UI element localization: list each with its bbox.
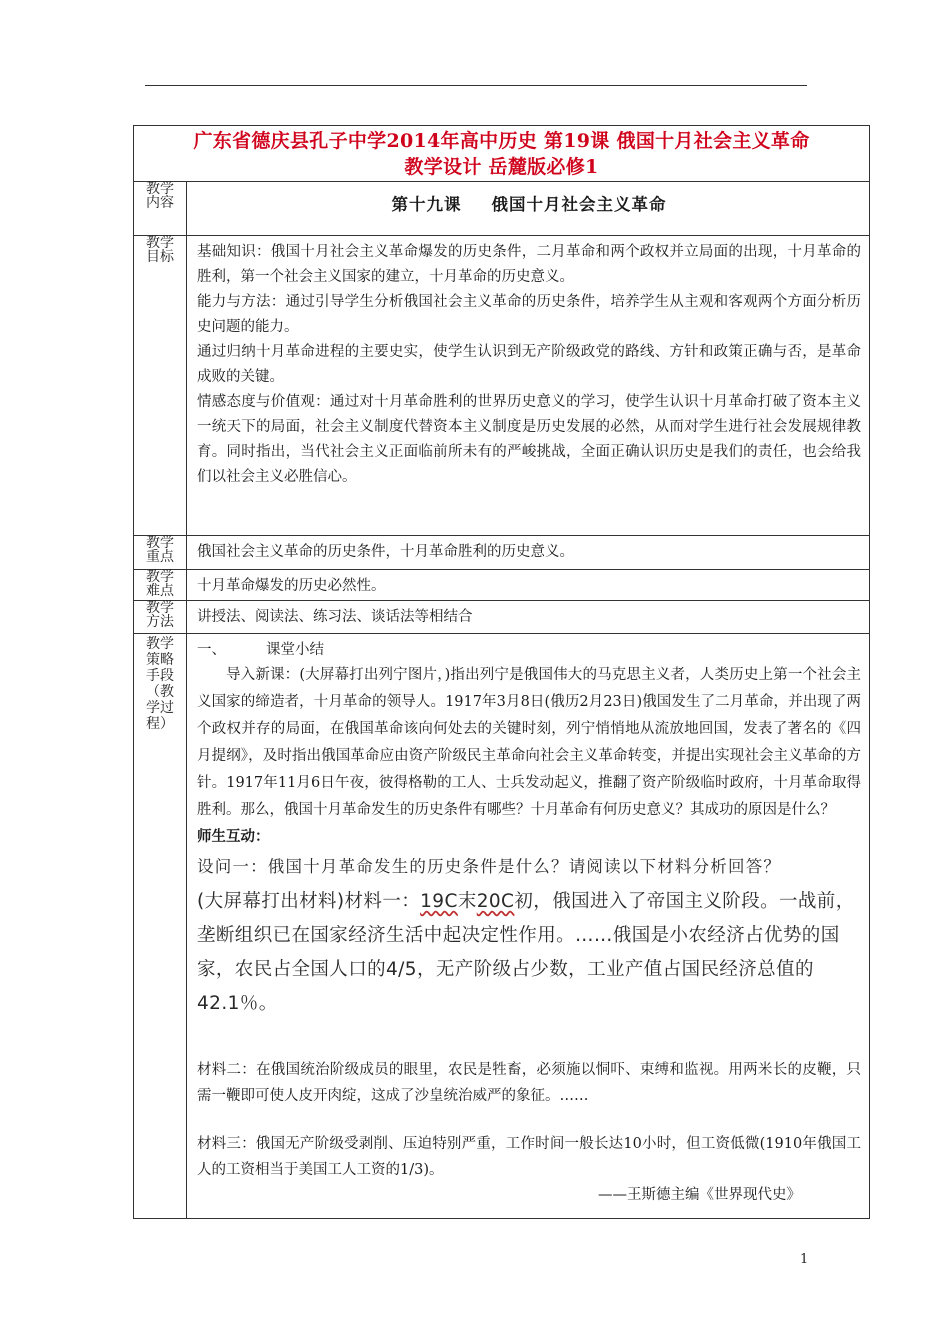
material-source: ——王斯德主编《世界现代史》 (598, 1187, 801, 1203)
label-content: 教学 内容 (134, 182, 187, 236)
label-goals: 教学 目标 (134, 236, 187, 536)
row-key-points (134, 536, 870, 570)
section-heading: 一、 课堂小结 (197, 642, 324, 658)
lesson-plan-table (133, 125, 870, 1219)
row-content (134, 182, 870, 236)
cell-key-points: 俄国社会主义革命的历史条件，十月革命胜利的历史意义。 (187, 536, 870, 570)
row-methods (134, 601, 870, 634)
row-difficulties (134, 570, 870, 601)
goal-summary: 通过归纳十月革命进程的主要史实，使学生认识到无产阶级政党的路线、方针和政策正确与否，是革命成败的关键。 (197, 344, 861, 385)
goal-knowledge: 基础知识：俄国十月社会主义革命爆发的历史条件，二月革命和两个政权并立局面的出现，十月革命的胜利，第一个社会主义国家的建立，十月革命的历史意义。 (197, 244, 861, 285)
label-difficulties: 教学 难点 (134, 570, 187, 601)
question-one: 设问一：俄国十月革命发生的历史条件是什么？请阅读以下材料分析回答？ (197, 857, 782, 876)
material-one: (大屏幕打出材料)材料一：19C末20C初，俄国进入了帝国主义阶段。一战前，垄断组织已在国家经济生活中起决定性作用。……俄国是小农经济占优势的国家，农民占全国人口的4/5，无产阶级占少数，工业产值占国民经济总值的42.1％。 (197, 891, 855, 1014)
document-title-line1: 广东省德庆县孔子中学2014年高中历史 第19课 俄国十月社会主义革命 (193, 130, 810, 152)
label-key-points: 教学 重点 (134, 536, 187, 570)
intro-paragraph: 导入新课：(大屏幕打出列宁图片，)指出列宁是俄国伟大的马克思主义者，人类历史上第一个社会主义国家的缔造者，十月革命的领导人。1917年3月8日(俄历2月23日)俄国发生了二月革命，并出现了两个政权并存的局面，在俄国革命该向何处去的关键时刻，列宁悄悄地从流放地回国，发表了著名的《四月提纲》，及时指出俄国革命应由资产阶级民主革命向社会主义革命转变，并提出实现社会主义革命的方针。1917年11月6日午夜，彼得格勒的工人、士兵发动起义，推翻了资产阶级临时政府，十月革命取得胜利。那么，俄国十月革命发生的历史条件有哪些？十月革命有何历史意义？其成功的原因是什么？ (197, 667, 861, 818)
document-title-line2: 教学设计 岳麓版必修1 (404, 156, 599, 178)
material-two: 材料二：在俄国统治阶级成员的眼里，农民是牲畜，必须施以恫吓、束缚和监视。用两米长的皮鞭，只需一鞭即可使人皮开肉绽，这成了沙皇统治威严的象征。…… (197, 1062, 861, 1104)
label-process: 教学 策略 手段 （教 学过 程） (134, 634, 187, 1219)
cell-difficulties: 十月革命爆发的历史必然性。 (187, 570, 870, 601)
goal-values: 情感态度与价值观：通过对十月革命胜利的世界历史意义的学习，使学生认识十月革命打破了资本主义一统天下的局面，社会主义制度代替资本主义制度是历史发展的必然，从而对学生进行社会发展规律教育。同时指出，当代社会主义正面临前所未有的严峻挑战，全面正确认识历史是我们的责任，也会给我们以社会主义必胜信心。 (197, 394, 861, 485)
cell-process (187, 634, 870, 1219)
document-title (134, 126, 870, 182)
interaction-heading: 师生互动： (197, 828, 270, 845)
label-methods: 教学 方法 (134, 601, 187, 634)
header-rule (145, 85, 807, 86)
row-goals (134, 236, 870, 536)
cell-goals (187, 236, 870, 536)
cell-methods: 讲授法、阅读法、练习法、谈话法等相结合 (187, 601, 870, 634)
row-process (134, 634, 870, 1219)
goal-ability: 能力与方法：通过引导学生分析俄国社会主义革命的历史条件，培养学生从主观和客观两个方面分析历史问题的能力。 (197, 294, 861, 335)
lesson-title: 第十九课 俄国十月社会主义革命 (391, 195, 667, 214)
page-number: 1 (800, 1252, 809, 1267)
cell-content (187, 182, 870, 236)
material-three: 材料三：俄国无产阶级受剥削、压迫特别严重，工作时间一般长达10小时，但工资低微(1910年俄国工人的工资相当于美国工人工资的1/3)。 (197, 1136, 861, 1178)
title-row (134, 126, 870, 182)
